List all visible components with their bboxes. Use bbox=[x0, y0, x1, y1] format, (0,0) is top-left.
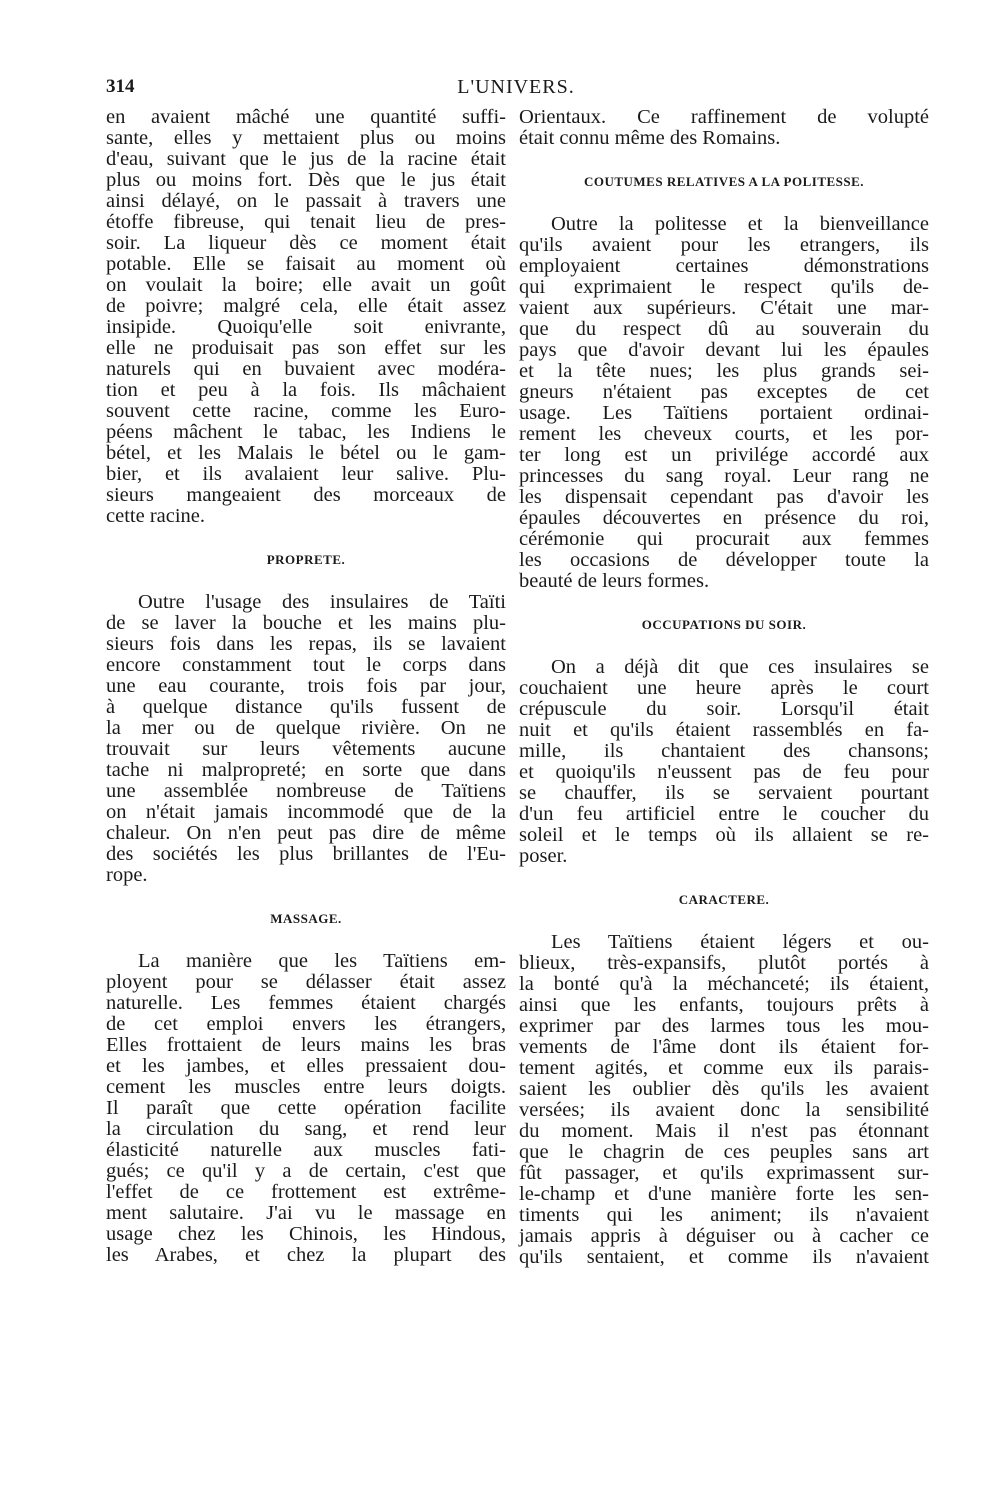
text-line: à quelque distance qu'ils fussent de bbox=[106, 696, 506, 718]
text-line: La manière que les Taïtiens em- bbox=[138, 950, 506, 972]
text-line: sieurs fois dans les repas, ils se lavaient bbox=[106, 633, 506, 655]
text-line: plus ou moins fort. Dès que le jus était bbox=[106, 169, 506, 191]
section-heading-soir: OCCUPATIONS DU SOIR. bbox=[641, 617, 807, 632]
text-line: les occasions de développer toute la bbox=[519, 549, 929, 571]
text-line: potable. Elle se faisait au moment où bbox=[106, 253, 506, 275]
paragraph-politesse bbox=[519, 214, 929, 592]
text-line: beauté de leurs formes. bbox=[519, 570, 710, 592]
text-line: en avaient mâché une quantité suffi- bbox=[106, 106, 506, 128]
text-line: et la tête nues; les plus grands sei- bbox=[519, 360, 929, 382]
text-line: rope. bbox=[106, 864, 148, 886]
text-line: Il paraît que cette opération facilite bbox=[106, 1097, 506, 1119]
text-line: ployent pour se délasser était assez bbox=[106, 971, 506, 993]
text-line: couchaient une heure après le court bbox=[519, 677, 929, 699]
text-line: princesses du sang royal. Leur rang ne bbox=[519, 465, 929, 487]
text-line: crépuscule du soir. Lorsqu'il était bbox=[519, 698, 929, 720]
text-line: rement les cheveux courts, et les por- bbox=[519, 423, 929, 445]
text-line: ment salutaire. J'ai vu le massage en bbox=[106, 1202, 506, 1224]
text-line: naturelle. Les femmes étaient chargés bbox=[106, 992, 506, 1014]
text-line: et les jambes, et elles pressaient dou- bbox=[106, 1055, 506, 1077]
text-line: la circulation du sang, et rend leur bbox=[106, 1118, 506, 1140]
text-line: élasticité naturelle aux muscles fati- bbox=[106, 1139, 506, 1161]
page-number: 314 bbox=[106, 76, 135, 97]
text-line: d'un feu artificiel entre le coucher du bbox=[519, 803, 929, 825]
text-line: vements de l'âme dont ils étaient for- bbox=[519, 1036, 929, 1058]
text-line: cette racine. bbox=[106, 505, 206, 527]
text-line: bier, et ils avalaient leur salive. Plu- bbox=[106, 463, 506, 485]
text-line: on n'était jamais incommodé que de la bbox=[106, 801, 506, 823]
paragraph-massage bbox=[106, 951, 506, 1266]
text-line: sante, elles y mettaient plus ou moins bbox=[106, 127, 506, 149]
paragraph-proprete bbox=[106, 592, 506, 886]
text-line: de cet emploi envers les étrangers, bbox=[106, 1013, 506, 1035]
text-line: Orientaux. Ce raffinement de volupté bbox=[519, 106, 929, 128]
text-line: trouvait sur leurs vêtements aucune bbox=[106, 738, 506, 760]
text-line: et quoiqu'ils n'eussent pas de feu pour bbox=[519, 761, 929, 783]
text-line: l'effet de ce frottement est extrême- bbox=[106, 1181, 506, 1203]
text-line: une eau courante, trois fois par jour, bbox=[106, 675, 506, 697]
text-line: se chauffer, ils se servaient pourtant bbox=[519, 782, 929, 804]
text-line: des sociétés les plus brillantes de l'Eu- bbox=[106, 843, 506, 865]
text-line: cement les muscles entre leurs doigts. bbox=[106, 1076, 506, 1098]
text-line: chaleur. On n'en peut pas dire de même bbox=[106, 822, 506, 844]
text-line: on voulait la boire; elle avait un goût bbox=[106, 274, 506, 296]
text-line: qui exprimaient le respect qu'ils de- bbox=[519, 276, 929, 298]
text-line: gneurs n'étaient pas exceptes de cet bbox=[519, 381, 929, 403]
text-line: fût passager, et qu'ils exprimassent sur- bbox=[519, 1162, 929, 1184]
text-line: insipide. Quoiqu'elle soit enivrante, bbox=[106, 316, 506, 338]
text-line: que du respect dû au souverain du bbox=[519, 318, 929, 340]
text-line: pays que d'avoir devant lui les épaules bbox=[519, 339, 929, 361]
text-line: qu'ils sentaient, et comme ils n'avaient bbox=[519, 1246, 929, 1268]
text-line: que le chagrin de ces peuples sans art bbox=[519, 1141, 929, 1163]
text-line: cérémonie qui procurait aux femmes bbox=[519, 528, 929, 550]
text-line: Outre l'usage des insulaires de Taïti bbox=[138, 591, 506, 613]
text-line: On a déjà dit que ces insulaires se bbox=[551, 656, 929, 678]
text-line: mille, ils chantaient des chansons; bbox=[519, 740, 929, 762]
text-line: exprimer par des larmes tous les mou- bbox=[519, 1015, 929, 1037]
text-line: encore constamment tout le corps dans bbox=[106, 654, 506, 676]
journal-title: L'UNIVERS. bbox=[457, 76, 575, 98]
text-line: du moment. Mais il n'est pas étonnant bbox=[519, 1120, 929, 1142]
text-line: naturels qui en buvaient avec modéra- bbox=[106, 358, 506, 380]
text-line: souvent cette racine, comme les Euro- bbox=[106, 400, 506, 422]
text-line: ainsi délayé, on le passait à travers une bbox=[106, 190, 506, 212]
text-line: Elles frottaient de leurs mains les bras bbox=[106, 1034, 506, 1056]
text-line: nuit et qu'ils étaient rassemblés en fa- bbox=[519, 719, 929, 741]
text-line: saient les oublier dès qu'ils les avaient bbox=[519, 1078, 929, 1100]
text-line: vaient aux supérieurs. C'était une mar- bbox=[519, 297, 929, 319]
text-line: timents qui les animent; ils n'avaient bbox=[519, 1204, 929, 1226]
paragraph-caractere bbox=[519, 932, 929, 1268]
text-line: ainsi que les enfants, toujours prêts à bbox=[519, 994, 929, 1016]
text-line: sieurs mangeaient des morceaux de bbox=[106, 484, 506, 506]
text-line: tache ni malpropreté; en sorte que dans bbox=[106, 759, 506, 781]
text-line: Outre la politesse et la bienveillance bbox=[551, 213, 929, 235]
text-line: jamais appris à déguiser ou à cacher ce bbox=[519, 1225, 929, 1247]
text-line: bétel, et les Malais le bétel ou le gam- bbox=[106, 442, 506, 464]
text-line: versées; ils avaient donc la sensibilité bbox=[519, 1099, 929, 1121]
text-line: ter long est un privilége accordé aux bbox=[519, 444, 929, 466]
right-column bbox=[519, 107, 929, 1268]
text-line: péens mâchent le tabac, les Indiens le bbox=[106, 421, 506, 443]
text-line: de se laver la bouche et les mains plu- bbox=[106, 612, 506, 634]
text-line: de poivre; malgré cela, elle était assez bbox=[106, 295, 506, 317]
text-line: qu'ils avaient pour les etrangers, ils bbox=[519, 234, 929, 256]
text-line: la mer ou de quelque rivière. On ne bbox=[106, 717, 506, 739]
running-head bbox=[106, 76, 926, 102]
left-column bbox=[106, 107, 506, 1266]
paragraph-kava bbox=[106, 107, 506, 527]
section-heading-politesse: COUTUMES RELATIVES A LA POLITESSE. bbox=[583, 174, 865, 189]
text-line: blieux, très-expansifs, plutôt portés à bbox=[519, 952, 929, 974]
text-line: les Arabes, et chez la plupart des bbox=[106, 1244, 506, 1266]
text-line: était connu même des Romains. bbox=[519, 127, 781, 149]
text-line: gués; ce qu'il y a de certain, c'est que bbox=[106, 1160, 506, 1182]
text-line: la bonté qu'à la méchanceté; ils étaient, bbox=[519, 973, 929, 995]
text-line: tement agités, et comme eux ils parais- bbox=[519, 1057, 929, 1079]
text-line: Les Taïtiens étaient légers et ou- bbox=[551, 931, 929, 953]
text-line: poser. bbox=[519, 845, 568, 867]
text-line: une assemblée nombreuse de Taïtiens bbox=[106, 780, 506, 802]
text-line: usage. Les Taïtiens portaient ordinai- bbox=[519, 402, 929, 424]
text-line: employaient certaines démonstrations bbox=[519, 255, 929, 277]
section-heading-proprete: PROPRETE. bbox=[266, 552, 346, 567]
text-line: le-champ et d'une manière forte les sen- bbox=[519, 1183, 929, 1205]
text-line: étoffe fibreuse, qui tenait lieu de pres- bbox=[106, 211, 506, 233]
text-line: soleil et le temps où ils allaient se re- bbox=[519, 824, 929, 846]
text-line: elle ne produisait pas son effet sur les bbox=[106, 337, 506, 359]
paragraph-massage-continued bbox=[519, 107, 929, 149]
text-line: tion et peu à la fois. Ils mâchaient bbox=[106, 379, 506, 401]
text-line: soir. La liqueur dès ce moment était bbox=[106, 232, 506, 254]
text-line: les dispensait cependant pas d'avoir les bbox=[519, 486, 929, 508]
text-line: épaules découvertes en présence du roi, bbox=[519, 507, 929, 529]
section-heading-massage: MASSAGE. bbox=[270, 911, 342, 926]
text-line: d'eau, suivant que le jus de la racine était bbox=[106, 148, 506, 170]
paragraph-soir bbox=[519, 657, 929, 867]
text-line: usage chez les Chinois, les Hindous, bbox=[106, 1223, 506, 1245]
section-heading-caractere: CARACTERE. bbox=[678, 892, 770, 907]
